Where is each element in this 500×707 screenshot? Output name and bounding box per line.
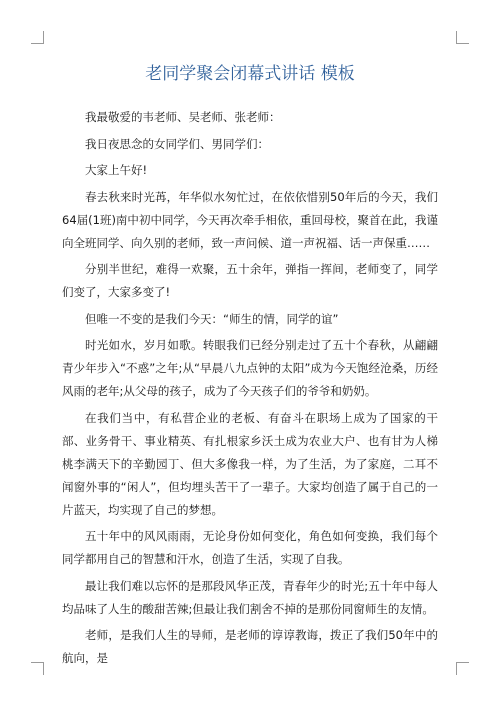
paragraph: 老师，是我们人生的导师，是老师的谆谆教诲，拨正了我们50年中的航向，是	[62, 628, 438, 665]
document-title: 老同学聚会闭幕式讲话 模板	[145, 64, 355, 84]
paragraph: 我日夜思念的女同学们、男同学们：	[85, 136, 269, 151]
paragraph: 时光如水，岁月如歌。转眼我们已经分别走过了五十个春秋，从翩翩青少年步入“不惑”之年;从“早晨八九点钟的太阳”成为今天饱经沧桑，历经风雨的老年;从父母的孩子，成为了今天孩子们的爷爷和奶奶。	[62, 338, 438, 398]
paragraph: 五十年中的风风雨雨，无论身份如何变化，角色如何变换，我们每个同学都用自己的智慧和汗水，创造了生活，实现了自我。	[62, 529, 438, 566]
crop-mark-bottom-right	[456, 662, 469, 675]
paragraph: 我最敬爱的韦老师、吴老师、张老师：	[85, 110, 281, 124]
paragraph: 分别半世纪，难得一欢聚，五十余年，弹指一挥间，老师变了，同学们变了，大家多变了!	[62, 262, 438, 299]
crop-mark-top-right	[456, 31, 469, 44]
paragraph: 最让我们难以忘怀的是那段风华正茂，青春年少的时光;五十年中每人均品味了人生的酸甜苦辣;但最让我们割舍不掉的是那份同窗师生的友情。	[62, 578, 438, 616]
crop-mark-top-left	[31, 31, 44, 44]
paragraph: 但唯一不变的是我们今天：“师生的情，同学的谊”	[85, 311, 339, 326]
paragraph: 大家上午好!	[85, 163, 148, 177]
paragraph: 在我们当中，有私营企业的老板、有奋斗在职场上成为了国家的干部、业务骨干、事业精英、有扎根家乡沃土成为农业大户、也有甘为人梯桃李满天下的辛勤园丁、但大多像我一样，为了生活，为了家庭，二耳不闻窗外事的“闲人”，但均埋头苦干了一辈子。大家均创造了属于自己的一片蓝天，均实现了自己的梦想。	[62, 410, 438, 517]
paragraph: 春去秋来时光苒，年华似水匆忙过，在依依惜别50年后的今天，我们64届(1班)南中初中同学，今天再次牵手相依，重回母校，聚首在此，我谨向全班同学、向久别的老师，致一声问候、道一声祝福、话一声保重……	[62, 189, 438, 250]
document-body	[62, 106, 438, 674]
crop-mark-bottom-left	[31, 662, 44, 675]
